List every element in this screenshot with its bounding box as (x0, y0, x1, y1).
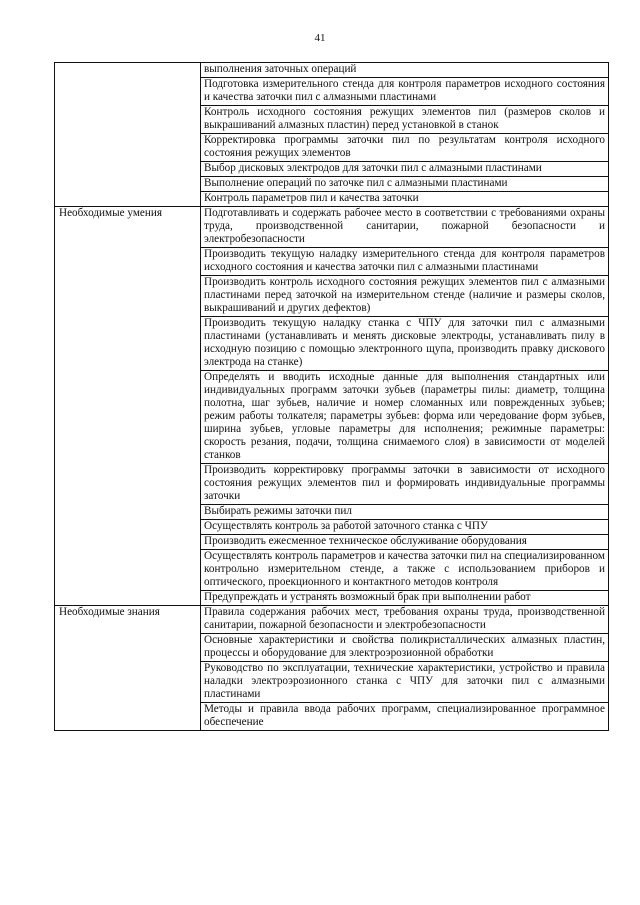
table-row (55, 207, 609, 248)
section-label: Необходимые знания (55, 606, 201, 731)
requirement-item: Производить ежесменное техническое обслуживание оборудования (201, 535, 609, 550)
requirements-table (54, 62, 609, 731)
requirement-item: Производить корректировку программы заточки в зависимости от исходного состояния режущих элементов пил и формировать индивидуальные программы заточки (201, 464, 609, 505)
requirement-item: Предупреждать и устранять возможный брак при выполнении работ (201, 591, 609, 606)
requirement-item: Основные характеристики и свойства поликристаллических алмазных пластин, процессы и оборудование для электроэрозионной обработки (201, 634, 609, 662)
table-row (55, 606, 609, 634)
requirement-item: Осуществлять контроль за работой заточного станка с ЧПУ (201, 520, 609, 535)
requirement-item: Методы и правила ввода рабочих программ, специализированное программное обеспечение (201, 703, 609, 731)
section-label: Необходимые умения (55, 207, 201, 606)
requirement-item: Осуществлять контроль параметров и качества заточки пил на специализированном контрольно измерительном стенде, а также с использованием приборов и оптического, проекционного и контактного методов контроля (201, 550, 609, 591)
requirement-item: Правила содержания рабочих мест, требования охраны труда, производственной санитарии, пожарной безопасности и электробезопасности (201, 606, 609, 634)
requirement-item: Производить текущую наладку станка с ЧПУ для заточки пил с алмазными пластинами (устанавливать и менять дисковые электроды, устанавливать пилу в исходную позицию с помощью электронного щупа, производить правку дискового электрода на станке) (201, 317, 609, 371)
requirement-item: Выбор дисковых электродов для заточки пил с алмазными пластинами (201, 162, 609, 177)
requirement-item: Определять и вводить исходные данные для выполнения стандартных или индивидуальных программ заточки зубьев (параметры пилы: диаметр, толщина полотна, шаг зубьев, наличие и номер сломанных или поврежденных зубьев; режим работы толкателя; параметры зубьев: форма или чередование форм зубьев, ширина зубьев, угловые параметры для исполнения; режимные параметры: скорость резания, подачи, толщина снимаемого слоя) в зависимости от моделей станков (201, 371, 609, 464)
table-row (55, 63, 609, 78)
requirement-item: Выполнение операций по заточке пил с алмазными пластинами (201, 177, 609, 192)
section-label (55, 63, 201, 207)
requirement-item: Производить текущую наладку измерительного стенда для контроля параметров исходного состояния и качества заточки пил с алмазными пластинами (201, 248, 609, 276)
requirement-item: Руководство по эксплуатации, технические характеристики, устройство и правила наладки электроэрозионного станка с ЧПУ для заточки пил с алмазными пластинами (201, 662, 609, 703)
requirement-item: Контроль параметров пил и качества заточки (201, 192, 609, 207)
requirement-item: Подготавливать и содержать рабочее место в соответствии с требованиями охраны труда, производственной санитарии, пожарной безопасности и электробезопасности (201, 207, 609, 248)
page-number: 41 (314, 32, 326, 44)
requirement-item: выполнения заточных операций (201, 63, 609, 78)
requirement-item: Выбирать режимы заточки пил (201, 505, 609, 520)
requirement-item: Производить контроль исходного состояния режущих элементов пил с алмазными пластинами перед заточкой на измерительном стенде (наличие и размеры сколов, выкрашиваний и других дефектов) (201, 276, 609, 317)
requirement-item: Корректировка программы заточки пил по результатам контроля исходного состояния режущих элементов (201, 134, 609, 162)
requirement-item: Подготовка измерительного стенда для контроля параметров исходного состояния и качества заточки пил с алмазными пластинами (201, 78, 609, 106)
requirement-item: Контроль исходного состояния режущих элементов пил (размеров сколов и выкрашиваний алмазных пластин) перед установкой в станок (201, 106, 609, 134)
